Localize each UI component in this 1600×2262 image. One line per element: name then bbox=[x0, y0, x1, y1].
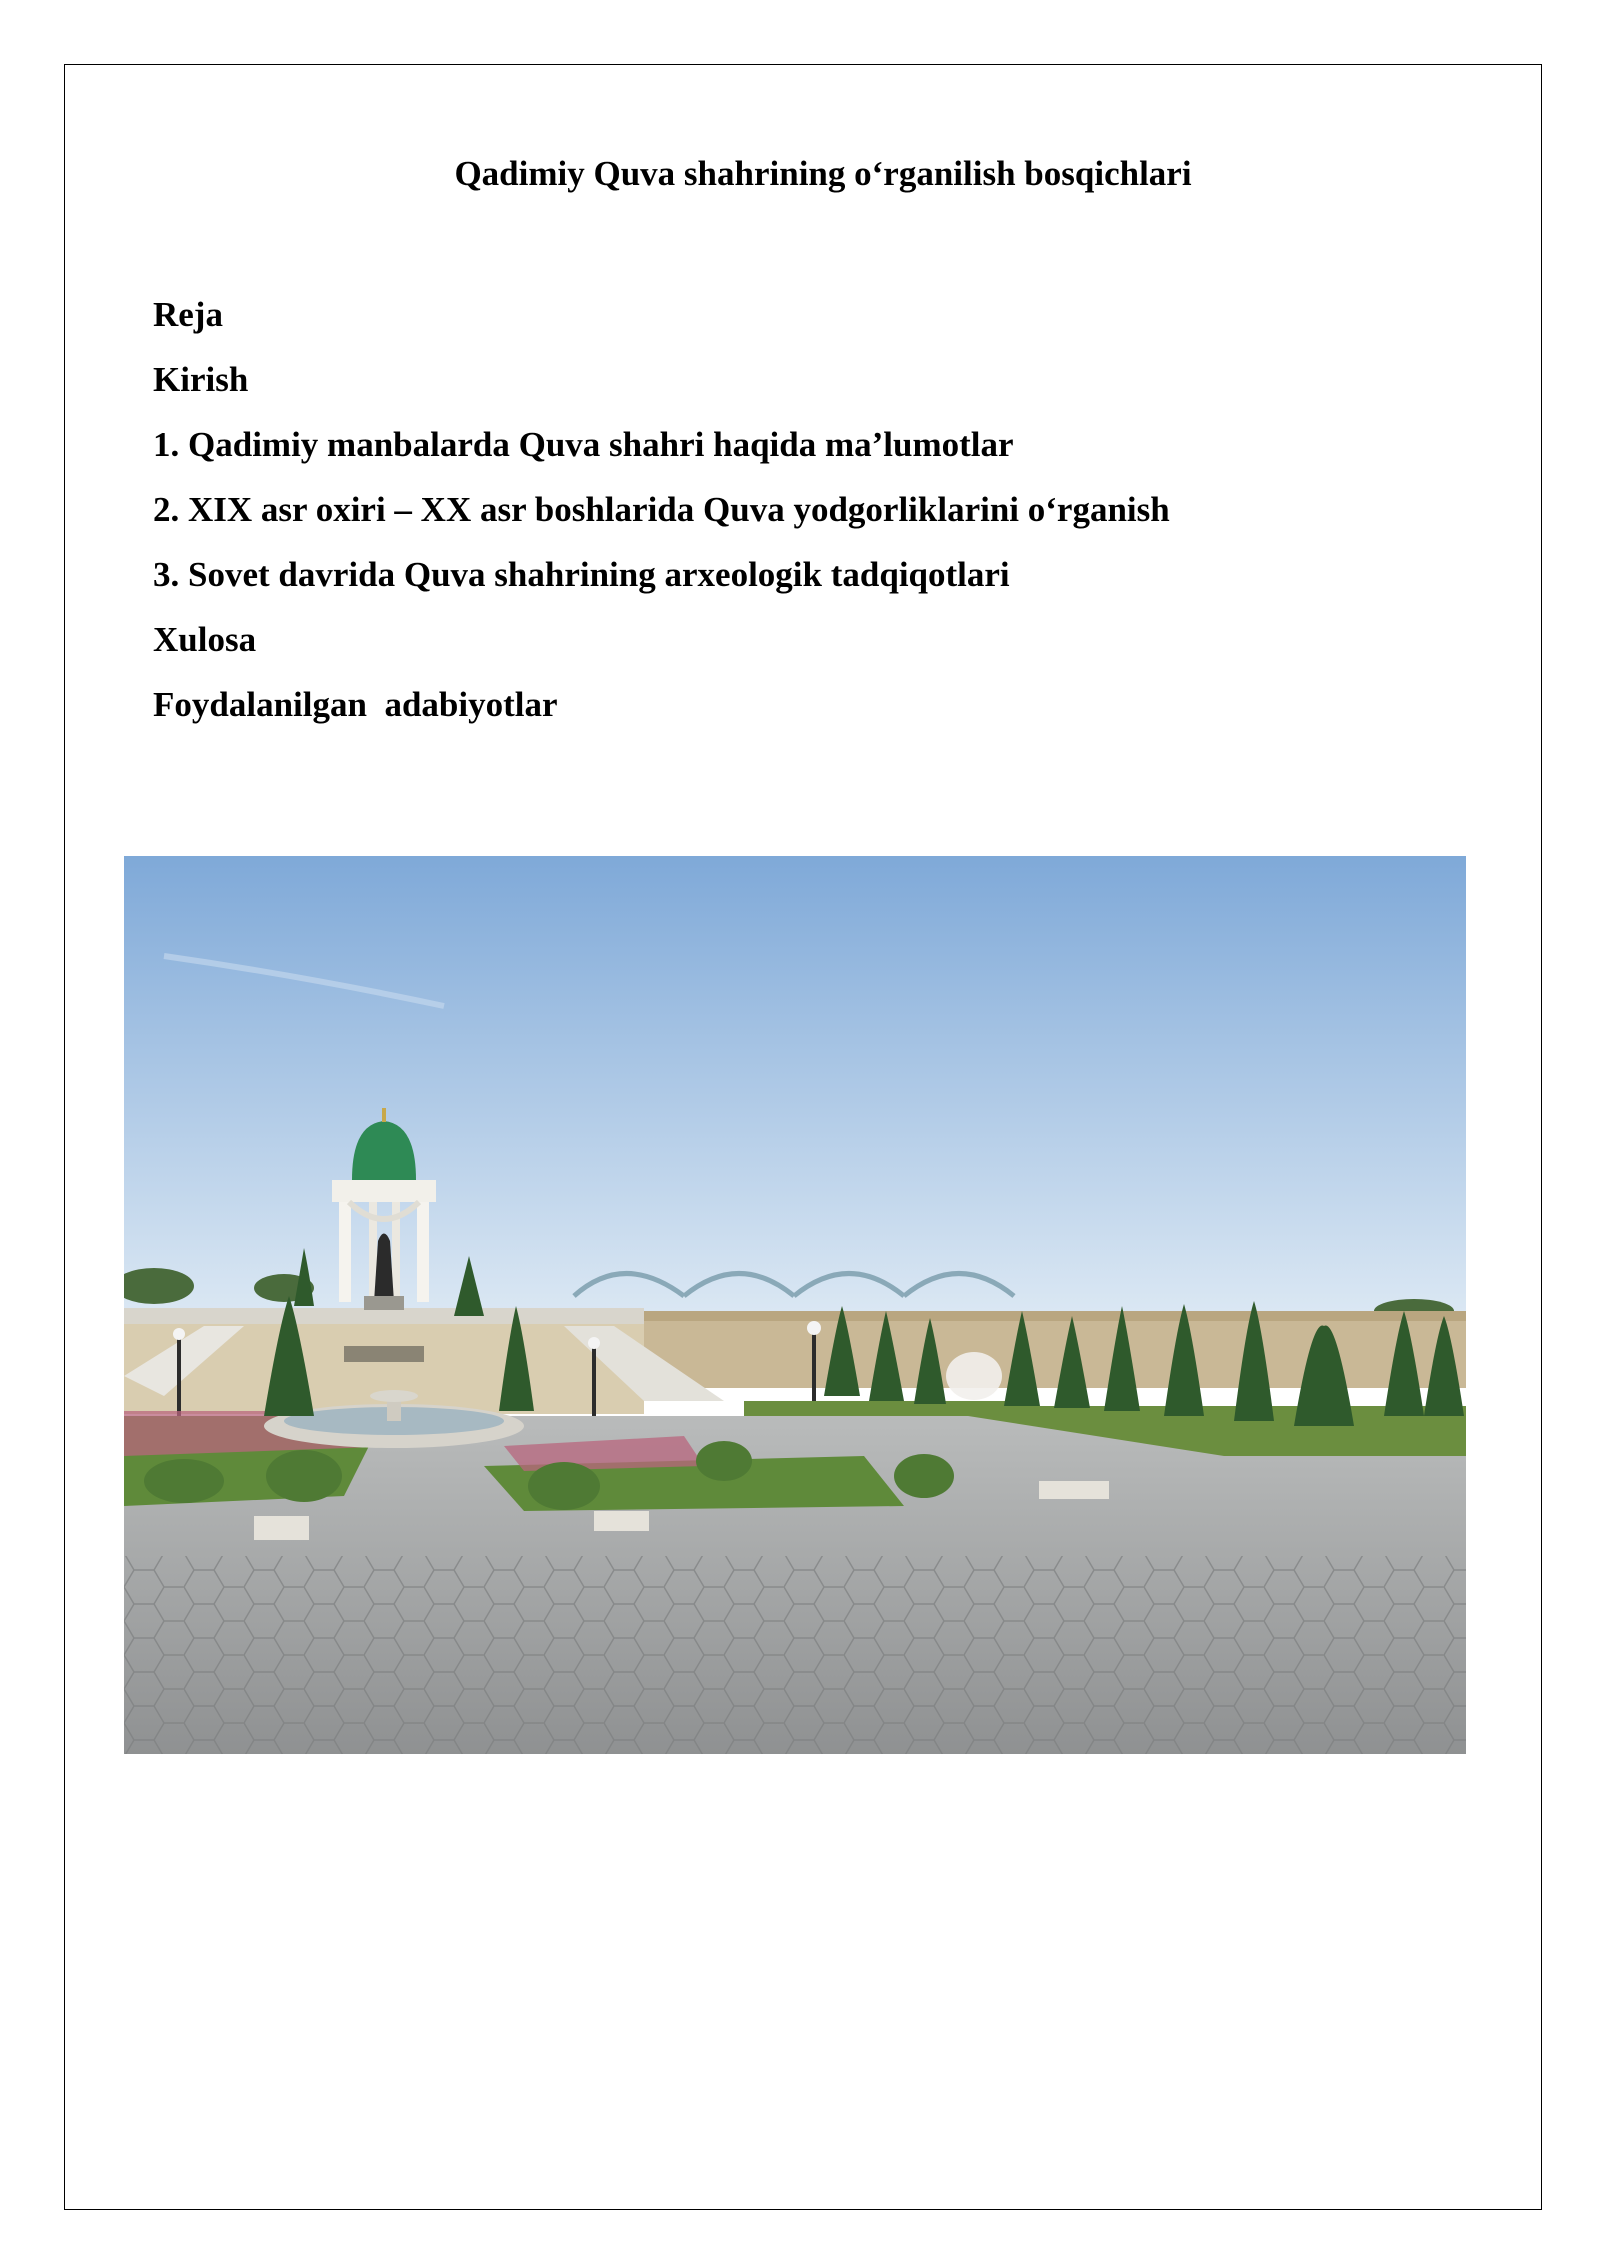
plan-list bbox=[153, 282, 1170, 737]
plan-item-references: Foydalanilgan adabiyotlar bbox=[153, 685, 558, 724]
plan-item-3: 3. Sovet davrida Quva shahrining arxeologik tadqiqotlari bbox=[153, 555, 1010, 594]
park-photo-illustration bbox=[124, 856, 1466, 1754]
plan-heading: Reja bbox=[153, 295, 223, 334]
plan-item-introduction: Kirish bbox=[153, 360, 249, 399]
sky bbox=[124, 856, 1466, 1326]
plan-item-1: 1. Qadimiy manbalarda Quva shahri haqida ma’lumotlar bbox=[153, 425, 1014, 464]
document-title: Qadimiy Quva shahrining o‘rganilish bosqichlari bbox=[454, 154, 1192, 193]
park-photo bbox=[124, 856, 1466, 1754]
plan-item-2: 2. XIX asr oxiri – XX asr boshlarida Quva yodgorliklarini o‘rganish bbox=[153, 490, 1170, 529]
plan-item-conclusion: Xulosa bbox=[153, 620, 257, 659]
